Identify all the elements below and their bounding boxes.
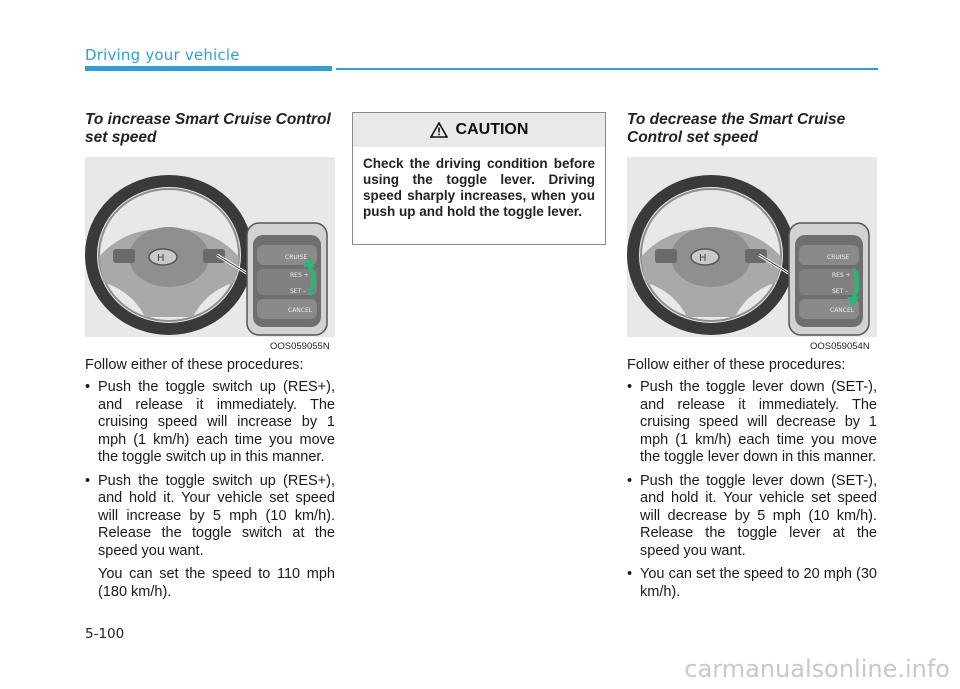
list-item: • Push the toggle lever down (SET-), and release it immediately. The cruising speed will decrease by 1 mph (1 km/h) each time you move the toggle lever down in this manner. [627,379,877,465]
list-item: • Push the toggle lever down (SET-), and hold it. Your vehicle set speed will decrease by 5 mph (10 km/h). Release the toggle lever at the speed you want. [627,472,877,559]
steering-wheel-svg [627,157,877,337]
decrease-speed-section [627,111,877,147]
increase-speed-heading: To increase Smart Cruise Control set speed [85,111,331,146]
cruise-label: CRUISE [827,254,850,261]
cancel-label: CANCEL [830,307,855,314]
decrease-speed-heading: To decrease the Smart Cruise Control set speed [627,111,846,146]
caution-title: CAUTION [455,121,529,138]
list-item: • You can set the speed to 20 mph (30 km/h). [627,566,877,600]
warning-triangle-icon [430,122,448,138]
set-label: SET – [290,288,307,295]
list-item: • Push the toggle switch up (RES+), and hold it. Your vehicle set speed will increase by 5 mph (10 km/h). Release the toggle switch at the speed you want. [85,472,335,559]
header-rule [336,68,878,70]
max-speed-note: You can set the speed to 110 mph (180 km/h). [98,566,335,600]
header-accent-bar [85,66,332,71]
cruise-label: CRUISE [285,254,308,261]
list-item: • Push the toggle switch up (RES+), and release it immediately. The cruising speed will increase by 1 mph (1 km/h) each time you move the toggle switch up in this manner. [85,379,335,465]
svg-text:H: H [699,253,707,264]
section-title: Driving your vehicle [85,46,240,64]
figure-code-decrease: OOS059054N [810,341,870,352]
caution-header [353,113,605,147]
watermark-logo: carmanualsonline.info [684,655,950,683]
page-number: 5-100 [85,626,125,642]
decrease-bullet-list [627,379,877,601]
increase-bullet-list [85,379,335,560]
figure-code-increase: OOS059055N [270,341,330,352]
res-label: RES + [832,272,851,279]
steering-wheel-illustration-increase [85,157,335,337]
caution-box [352,112,606,245]
cancel-label: CANCEL [288,307,313,314]
increase-procedures [85,357,335,601]
caution-text: Check the driving condition before using the toggle lever. Driving speed sharply increases, when you push up and hold the toggle lever. [363,156,595,219]
increase-speed-section [85,111,335,147]
increase-intro: Follow either of these procedures: [85,357,304,373]
decrease-intro: Follow either of these procedures: [627,357,846,373]
steering-wheel-svg [85,157,335,337]
svg-text:H: H [157,253,165,264]
set-label: SET – [832,288,849,295]
res-label: RES + [290,272,309,279]
steering-wheel-illustration-decrease [627,157,877,337]
decrease-procedures [627,357,877,601]
